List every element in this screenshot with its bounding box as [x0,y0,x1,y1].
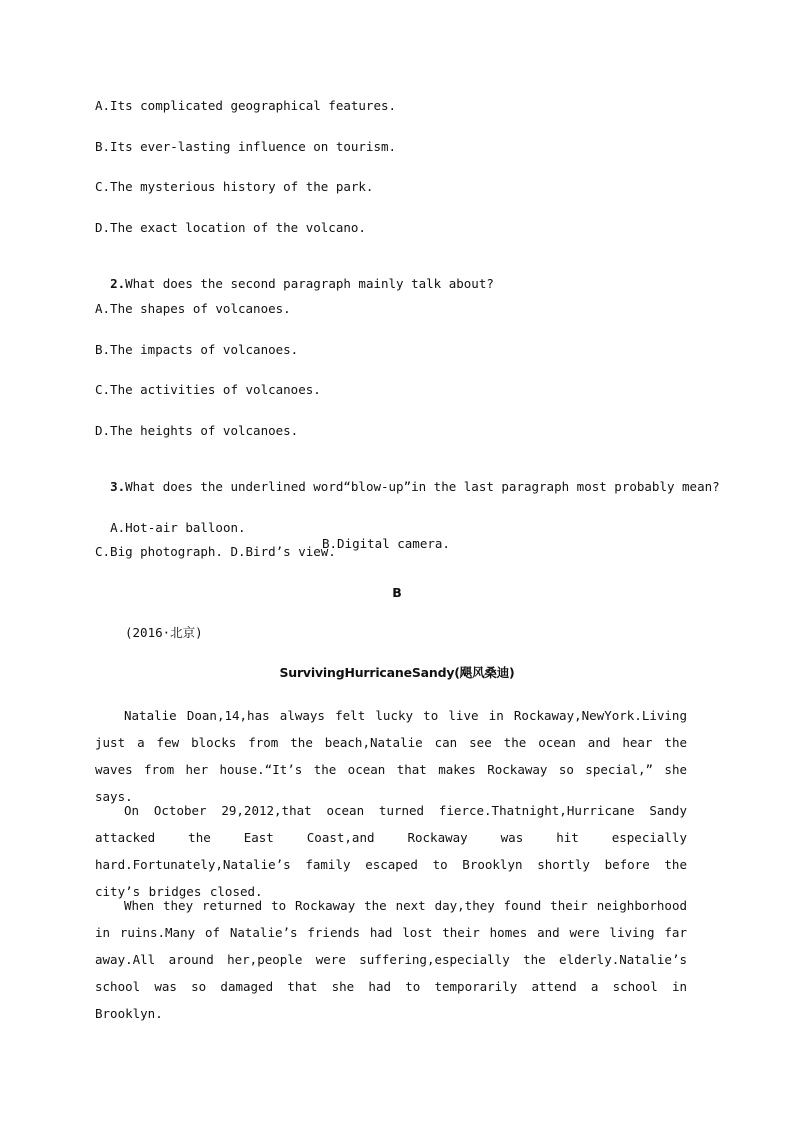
q1-option-d: D.The exact location of the volcano. [95,220,366,235]
q3-option-b: B.Digital camera. [322,536,450,551]
question-text: What does the underlined word“blow-up”in the last paragraph most probably mean? [125,479,720,494]
section-b-source: (2016·北京) [125,625,203,640]
q1-option-c: C.The mysterious history of the park. [95,179,374,194]
section-b-heading: B [392,585,402,600]
q2-option-d: D.The heights of volcanoes. [95,423,299,438]
passage-paragraph-2: On October 29,2012,that ocean turned fierce.Thatnight,Hurricane Sandy attacked the East Coast,and Rockaway was hit especially hard.Fortunately,Natalie’s family escaped to Brooklyn shortly before the city’s bridges closed. [95,803,687,899]
q3-options-row-2: C.Big photograph. D.Bird’s view. [95,544,336,559]
passage-paragraph-1: Natalie Doan,14,has always felt lucky to live in Rockaway,NewYork.Living just a few blocks from the beach,Natalie can see the ocean and hear the waves from her house.“It’s the ocean that makes Rockaway so special,” she says. [95,708,687,804]
question-number: 2. [110,276,126,291]
question-3 [95,463,720,495]
passage-title: SurvivingHurricaneSandy(飓风桑迪) [279,665,515,680]
q2-option-c: C.The activities of volcanoes. [95,382,321,397]
q1-option-a: A.Its complicated geographical features. [95,98,397,113]
q2-option-a: A.The shapes of volcanoes. [95,301,291,316]
q3-option-a: A.Hot-air balloon. [110,520,246,535]
q2-option-b: B.The impacts of volcanoes. [95,342,299,357]
passage-paragraph-3: When they returned to Rockaway the next day,they found their neighborhood in ruins.Many of Natalie’s friends had lost their homes and were living far away.All around her,people were suffering,especially the elderly.Natalie’s school was so damaged that she had to temporarily attend a school in Brooklyn. [95,898,687,1021]
question-number: 3. [110,479,126,494]
q1-option-b: B.Its ever-lasting influence on tourism. [95,139,397,154]
question-2 [95,260,494,292]
question-text: What does the second paragraph mainly talk about? [125,276,494,291]
